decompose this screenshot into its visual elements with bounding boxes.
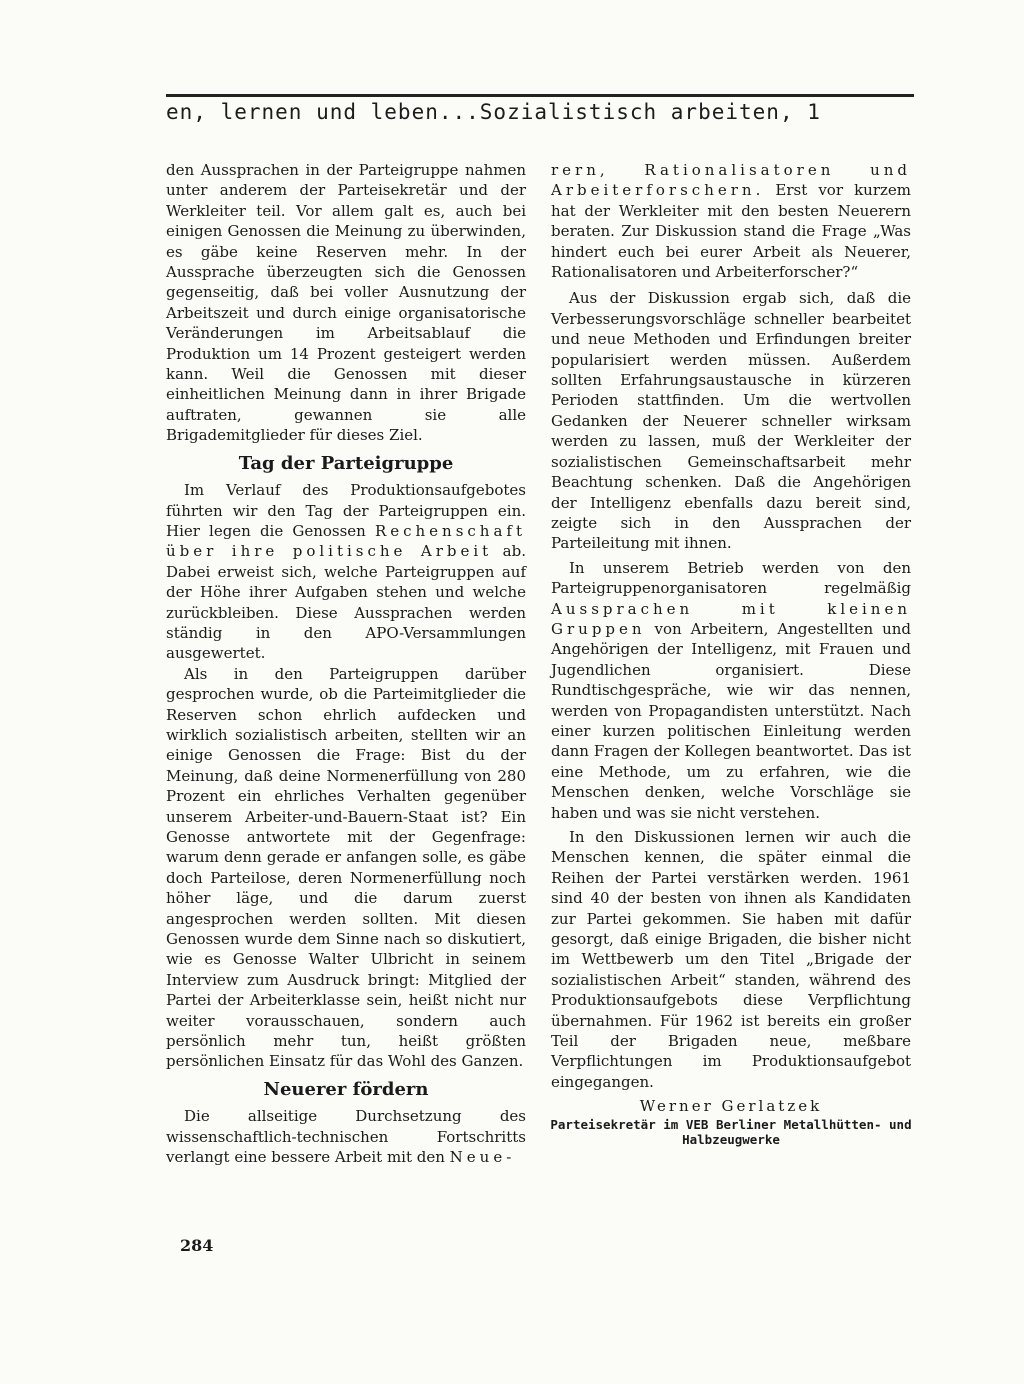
right-column — [551, 160, 911, 1147]
spaced-text: Aussprachen mit kleinen Gruppen — [551, 599, 911, 638]
text-run: von Arbeitern, Angestellten und Angehörigen der Intelligenz, mit Frauen und Jugendlichen organisiert. Diese Rundtischgespräche, wie wir das nennen, werden von Propagandisten unterstützt. Nach einer kurzen politischen Einleitung werden dann Fragen der Kollegen beantwortet. Das ist eine Methode, um zu erfahren, wie die Menschen denken, welche Vorschläge sie haben und was sie nicht verstehen. — [551, 619, 911, 822]
text-run: In unserem Betrieb werden von den Parteigruppenorganisatoren regelmäßig — [551, 558, 911, 598]
paragraph — [551, 160, 911, 282]
section-heading: Tag der Parteigruppe — [238, 452, 454, 474]
section-heading: Neuerer fördern — [263, 1078, 429, 1100]
spaced-text: rern, Rationalisatoren und Arbeiterforschern. — [551, 161, 911, 200]
paragraph: Aus der Diskussion ergab sich, daß die Verbesserungsvorschläge schneller bearbeitet und neue Methoden und Erfindungen breiter popularisiert werden müssen. Außerdem sollten Erfahrungsaustausche in kürzeren Perioden stattfinden. Um die wertvollen Gedanken der Neuerer schneller wirksam werden zu lassen, muß der Werkleiter der sozialistischen Gemeinschaftsarbeit mehr Beachtung schenken. Daß die Angehörigen der Intelligenz ebenfalls dazu bereit sind, zeigte sich in den Aussprachen der Parteileitung mit ihnen. — [551, 289, 911, 553]
text-run: ab. Dabei erweist sich, welche Parteigruppen auf der Höhe ihrer Aufgaben stehen und welche zurückbleiben. Diese Aussprachen werden ständig in den APO-Versammlungen ausgewertet. — [166, 542, 526, 663]
page-number: 284 — [180, 1236, 214, 1255]
paragraph — [166, 480, 526, 664]
signature-name: Werner Gerlatzek — [639, 1097, 823, 1116]
spaced-text: Rechenschaft über ihre politische Arbeit — [166, 521, 526, 561]
left-column — [166, 160, 526, 1168]
paragraph: In den Diskussionen lernen wir auch die Menschen kennen, die später einmal die Reihen der Partei verstärken werden. 1961 sind 40 der besten von ihnen als Kandidaten zur Partei gekommen. Sie haben mit dafür gesorgt, daß einige Brigaden, die bisher nicht im Wettbewerb um den Titel „Brigade der sozialistischen Arbeit“ standen, während des Produktionsaufgebots diese Verpflichtung übernahmen. Für 1962 ist bereits ein großer Teil der Brigaden neue, meßbare Verpflichtungen im Produktionsaufgebot eingegangen. — [551, 828, 911, 1091]
paragraph — [551, 558, 911, 823]
text-run: Im Verlauf des Produktionsaufgebotes führten wir den Tag der Parteigruppen ein. Hier legen die Genossen — [166, 481, 526, 540]
paragraph: Als in den Parteigruppen darüber gesprochen wurde, ob die Parteimitglieder die Reserven schon ehrlich aufdecken und wirklich sozialistisch arbeiten, stellten wir an einige Genossen die Frage: Bist du der Meinung, daß deine Normenerfüllung von 280 Prozent ein ehrliches Verhalten gegenüber unserem Arbeiter-und-Bauern-Staat ist? Ein Genosse antwortete mit der Gegenfrage: warum denn gerade er anfangen solle, es gäbe doch Parteilose, deren Normenerfüllung noch höher läge, und die darum zuerst angesprochen werden sollten. Mit diesen Genossen wurde dem Sinne nach so diskutiert, wie es Genosse Walter Ulbricht in seinem Interview zum Ausdruck bringt: Mitglied der Partei der Arbeiterklasse sein, heißt nicht nur weiter vorausschauen, sondern auch persönlich mehr tun, heißt größten persönlichen Einsatz für das Wohl des Ganzen. — [166, 664, 526, 1071]
signature-title: Parteisekretär im VEB Berliner Metallhütten- und Halbzeugwerke — [550, 1116, 912, 1147]
header-rule — [166, 94, 914, 97]
paragraph — [166, 1106, 526, 1167]
spaced-text: Neue- — [449, 1148, 516, 1167]
text-run: Die allseitige Durchsetzung des wissenschaftlich-technischen Fortschritts verlangt eine bessere Arbeit mit den — [166, 1107, 526, 1167]
paragraph: den Aussprachen in der Parteigruppe nahmen unter anderem der Parteisekretär und der Werkleiter teil. Vor allem galt es, auch bei einigen Genossen die Meinung zu überwinden, es gäbe keine Reserven mehr. In der Aussprache überzeugten sich die Genossen gegenseitig, daß bei voller Ausnutzung der Arbeitszeit und durch einige organisatorische Veränderungen im Arbeitsablauf die Produktion um 14 Prozent gesteigert werden kann. Weil die Genossen mit dieser einheitlichen Meinung dann in ihrer Brigade auftraten, gewannen sie alle Brigademitglieder für dieses Ziel. — [166, 161, 526, 445]
text-run: Erst vor kurzem hat der Werkleiter mit den besten Neuerern beraten. Zur Diskussion stand die Frage „Was hindert euch bei eurer Arbeit als Neuerer, Rationalisatoren und Arbeiterforscher?“ — [551, 181, 911, 282]
running-head: en, lernen und leben...Sozialistisch arbeiten, 1 — [166, 100, 821, 124]
